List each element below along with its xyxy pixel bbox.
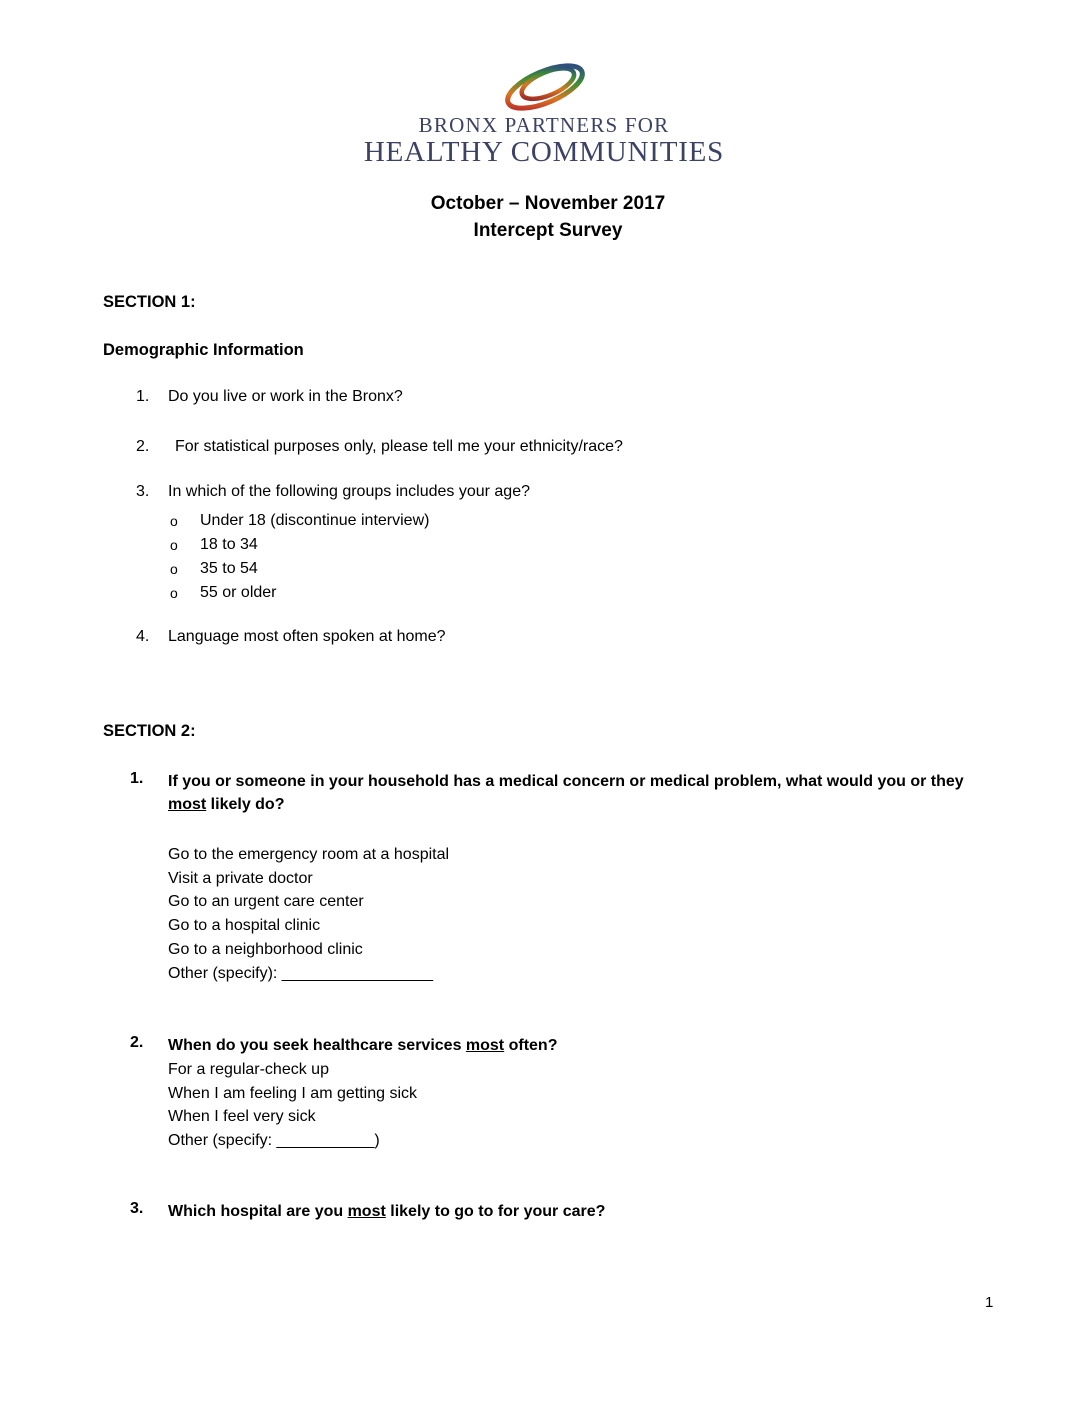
circle-bullet-icon: o xyxy=(170,513,178,529)
question-number: 4. xyxy=(136,628,150,645)
question-number: 2. xyxy=(130,1034,144,1051)
option-line-other-blank: Other (specify): _________________ xyxy=(168,964,434,982)
question-text-before: When do you seek healthcare services xyxy=(168,1037,466,1054)
section2-question1-options xyxy=(168,843,449,985)
rainbow-orbit-logo-icon xyxy=(496,56,594,118)
question-text-underlined: most xyxy=(347,1203,386,1220)
section1-heading: SECTION 1: xyxy=(103,293,196,311)
question-text: For statistical purposes only, please tell me your ethnicity/race? xyxy=(175,438,623,455)
section2-question-3 xyxy=(130,1200,605,1223)
question-number: 3. xyxy=(136,483,150,500)
option-line: Go to the emergency room at a hospital xyxy=(168,846,450,863)
circle-bullet-icon: o xyxy=(170,561,178,577)
option-line: Visit a private doctor xyxy=(168,869,313,887)
question-text xyxy=(168,1034,557,1057)
option-line: When I feel very sick xyxy=(168,1108,316,1126)
org-name-line1: BRONX PARTNERS FOR xyxy=(418,113,670,137)
question-text xyxy=(168,770,984,816)
circle-bullet-icon: o xyxy=(170,537,178,553)
question-text-underlined: most xyxy=(465,1037,505,1054)
question-number: 1. xyxy=(136,388,150,405)
section2-question2-options xyxy=(168,1058,417,1153)
section1-question-2 xyxy=(136,438,623,456)
question-text: Do you live or work in the Bronx? xyxy=(168,388,403,405)
org-name-line2: HEALTHY COMMUNITIES xyxy=(363,136,725,168)
age-option-55-older xyxy=(170,581,277,605)
option-line: When I am feeling I am getting sick xyxy=(168,1084,417,1102)
option-line: Go to a hospital clinic xyxy=(168,917,321,935)
section2-question-2 xyxy=(130,1034,557,1057)
option-text: Under 18 (discontinue interview) xyxy=(200,512,430,529)
circle-bullet-icon: o xyxy=(170,585,178,601)
option-text: 55 or older xyxy=(200,584,277,601)
doc-title-date: October – November 2017 xyxy=(430,193,666,214)
section1-subheading: Demographic Information xyxy=(103,341,304,359)
age-option-18-34 xyxy=(170,533,258,557)
question-text xyxy=(168,1200,605,1223)
question-text-after: likely do? xyxy=(206,796,285,813)
option-line: Go to an urgent care center xyxy=(168,893,364,911)
section1-question-4 xyxy=(136,628,446,646)
question-text-after: likely to go to for your care? xyxy=(385,1203,606,1220)
question-text: In which of the following groups includes your age? xyxy=(168,483,530,500)
option-text: 18 to 34 xyxy=(200,536,258,553)
section1-question-3 xyxy=(136,483,530,501)
section2-question-1 xyxy=(130,770,984,816)
section2-heading: SECTION 2: xyxy=(103,722,196,740)
question-text: Language most often spoken at home? xyxy=(168,628,446,645)
question-number: 1. xyxy=(130,770,144,787)
option-line-other-blank: Other (specify: ___________) xyxy=(168,1132,380,1150)
option-line: For a regular-check up xyxy=(168,1061,329,1078)
option-text: 35 to 54 xyxy=(200,560,258,577)
option-line: Go to a neighborhood clinic xyxy=(168,940,363,958)
section1-question-1 xyxy=(136,388,403,406)
question-text-before: If you or someone in your household has a medical concern or medical problem, what would you or they xyxy=(168,773,964,790)
doc-title-name: Intercept Survey xyxy=(473,220,623,241)
age-option-35-54 xyxy=(170,557,258,581)
question-text-underlined: most xyxy=(168,796,207,813)
page-number: 1 xyxy=(985,1294,994,1311)
question-number: 3. xyxy=(130,1200,144,1217)
question-text-after: often? xyxy=(504,1037,558,1054)
age-option-under18 xyxy=(170,509,429,533)
question-text-before: Which hospital are you xyxy=(168,1203,348,1220)
question-number: 2. xyxy=(136,438,150,455)
